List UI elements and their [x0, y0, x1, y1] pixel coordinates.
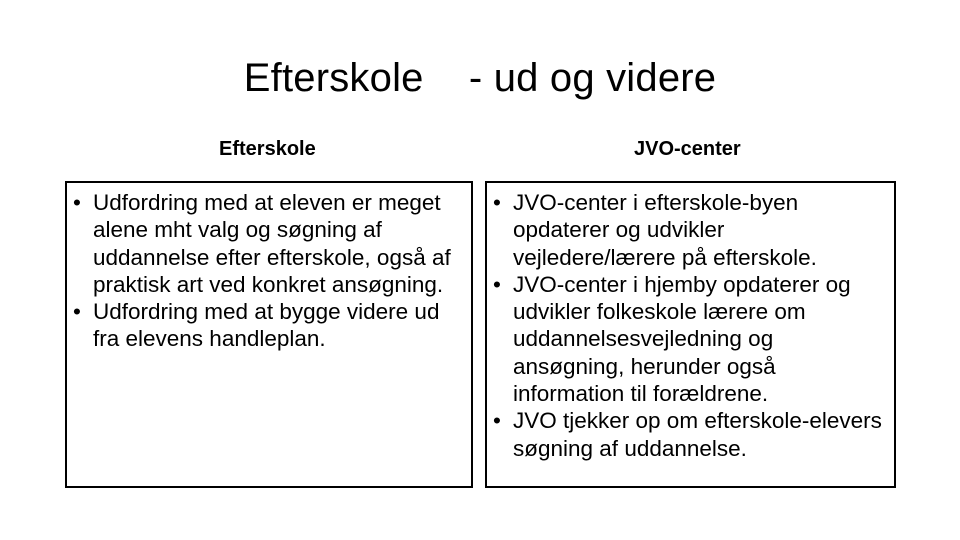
bullet-text: Udfordring med at eleven er meget alene mht valg og søgning af uddannelse efter efterskole, også af praktisk art ved konkret ansøgning.	[93, 190, 451, 297]
bullet-glyph: •	[493, 190, 501, 215]
bullet-glyph: •	[493, 271, 501, 297]
right-bullet-list	[493, 189, 888, 462]
bullet-text: JVO-center i hjemby opdaterer og udvikler folkeskole lærere om uddannelsesvejledning og ansøgning, herunder også information til forældrene.	[513, 271, 851, 407]
left-column-heading: Efterskole	[219, 138, 316, 160]
left-bullet-list	[73, 189, 465, 353]
right-text-box	[485, 181, 896, 488]
bullet-item	[73, 189, 465, 298]
bullet-item	[493, 271, 888, 407]
bullet-item	[493, 189, 888, 271]
bullet-glyph: •	[73, 190, 81, 215]
right-column-heading: JVO-center	[634, 138, 741, 160]
left-text-box	[65, 181, 473, 488]
bullet-item	[73, 298, 465, 353]
bullet-text: JVO tjekker op om efterskole-elevers søgning af uddannelse.	[513, 408, 882, 461]
bullet-text: JVO-center i efterskole-byen opdaterer og udvikler vejledere/lærere på efterskole.	[513, 190, 817, 270]
bullet-glyph: •	[493, 408, 501, 434]
bullet-glyph: •	[73, 299, 81, 325]
bullet-text: Udfordring med at bygge videre ud fra elevens handleplan.	[93, 299, 440, 352]
bullet-item	[493, 407, 888, 462]
slide-title: Efterskole - ud og videre	[243, 56, 717, 100]
